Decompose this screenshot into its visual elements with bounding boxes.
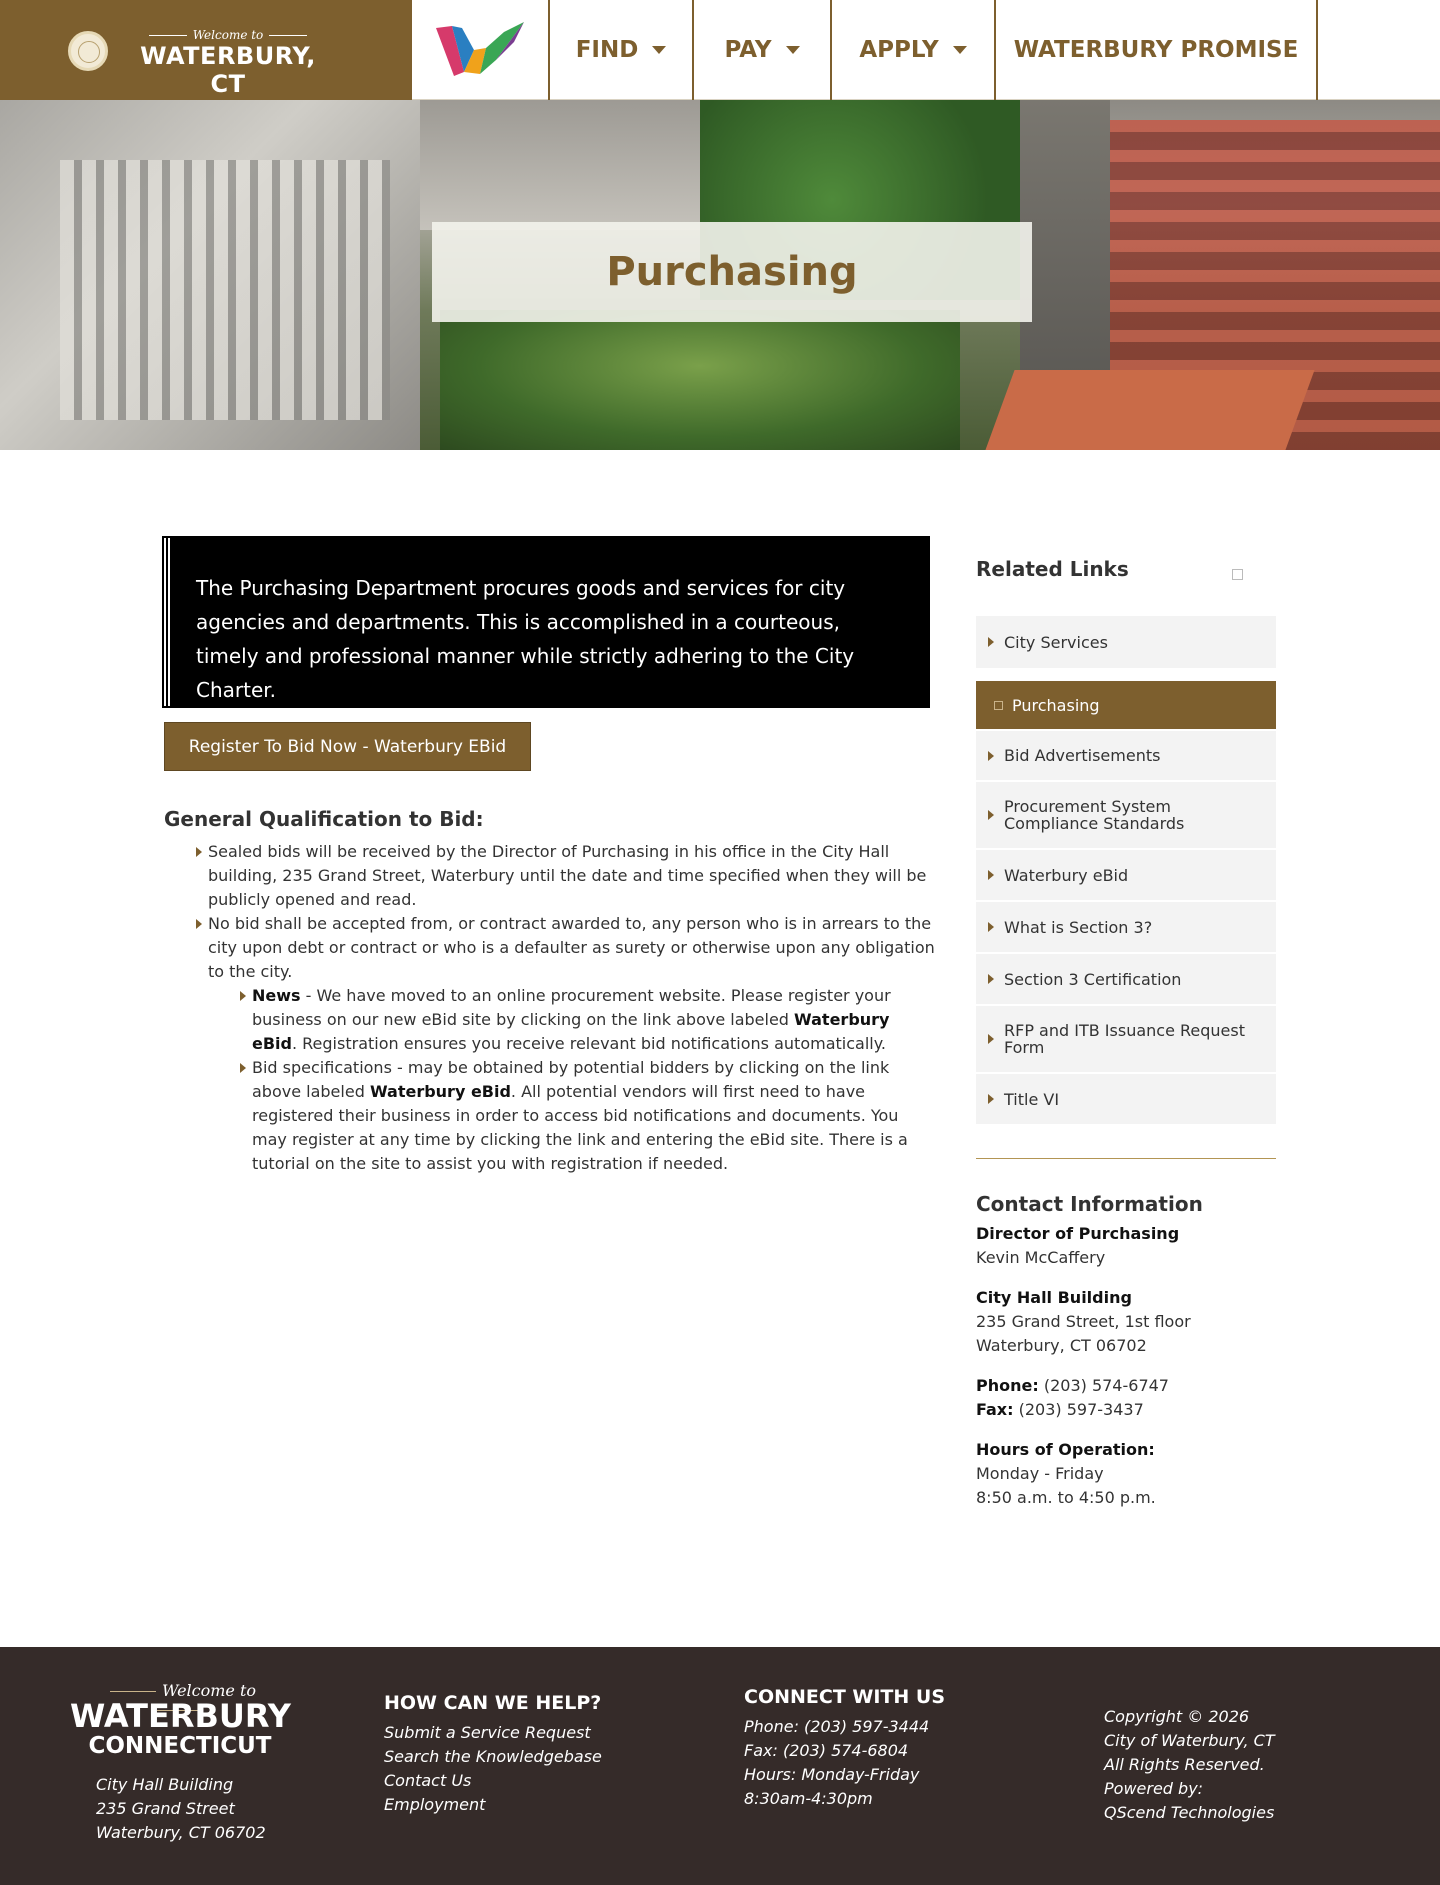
- contact-director: [976, 1222, 1179, 1270]
- contact-address: [976, 1286, 1191, 1358]
- sidebar-item-what-is-section-3[interactable]: [976, 902, 1276, 952]
- contact-heading: Contact Information: [976, 1192, 1203, 1216]
- address-line-2: Waterbury, CT 06702: [976, 1336, 1147, 1355]
- sidebar-item-city-services[interactable]: [976, 616, 1276, 668]
- list-item: [196, 912, 936, 1176]
- hours-time: 8:50 a.m. to 4:50 p.m.: [976, 1488, 1156, 1507]
- sidebar-item-bid-advertisements[interactable]: [976, 731, 1276, 780]
- footer-fax: Fax: (203) 574-6804: [744, 1741, 909, 1760]
- arrow-right-icon: [988, 637, 994, 647]
- sidebar-item-label: RFP and ITB Issuance Request Form: [1004, 1021, 1245, 1057]
- arrow-right-icon: [988, 922, 994, 932]
- caret-down-icon: [953, 46, 967, 54]
- sidebar-item-label: What is Section 3?: [1004, 917, 1153, 937]
- square-icon: [994, 701, 1003, 710]
- copyright-line: Powered by:: [1104, 1779, 1204, 1798]
- qualification-heading: General Qualification to Bid:: [164, 807, 484, 831]
- bidspec-text-end: . All potential vendors will first need to have registered their business in order to access bid notifications and documents. You may register at any time by clicking the link and entering the eBid site. There is a tutorial on the site to assist you with registration if needed.: [252, 1082, 908, 1173]
- footer-welcome: Welcome to: [80, 1681, 280, 1719]
- phone-label: Phone:: [976, 1376, 1039, 1395]
- arrow-right-icon: [988, 870, 994, 880]
- w-mark-icon: [434, 20, 528, 80]
- collapse-toggle-icon[interactable]: [1232, 569, 1243, 580]
- footer-hours-time: 8:30am-4:30pm: [744, 1789, 873, 1808]
- qualification-list: [196, 840, 936, 1176]
- footer-address: [96, 1773, 266, 1845]
- sidebar-item-label: City Services: [1004, 632, 1108, 652]
- register-to-bid-button[interactable]: Register To Bid Now - Waterbury EBid: [164, 722, 531, 771]
- news-text: - We have moved to an online procurement website. Please register your business on our new eBid site by clicking on the link above labeled: [252, 986, 891, 1029]
- sidebar-item-purchasing[interactable]: [976, 681, 1276, 729]
- sidebar-item-label: Section 3 Certification: [1004, 969, 1182, 989]
- sidebar-item-rfp-itb-form[interactable]: [976, 1006, 1276, 1072]
- phone-value: (203) 574-6747: [1038, 1376, 1169, 1395]
- footer-address-line: 235 Grand Street: [96, 1799, 235, 1818]
- contact-hours: [976, 1438, 1156, 1510]
- fax-label: Fax:: [976, 1400, 1014, 1419]
- footer-state: CONNECTICUT: [88, 1733, 272, 1759]
- copyright-line: City of Waterbury, CT: [1104, 1731, 1275, 1750]
- sidebar-item-label: Purchasing: [1012, 695, 1100, 715]
- footer-phone: Phone: (203) 597-3444: [744, 1717, 930, 1736]
- footer-address-line: Waterbury, CT 06702: [96, 1823, 266, 1842]
- hero-green: [440, 310, 960, 450]
- nav-find[interactable]: [550, 0, 694, 100]
- list-item: Sealed bids will be received by the Director of Purchasing in his office in the City Hall building, 235 Grand Street, Waterbury until the date and time specified when they will be publicly opened and read.: [196, 840, 936, 912]
- arrow-right-icon: [988, 974, 994, 984]
- nav-pay-label: PAY: [724, 37, 772, 63]
- news-label: News: [252, 986, 301, 1005]
- related-links-heading: Related Links: [976, 557, 1129, 581]
- footer-link-contact-us[interactable]: Contact Us: [384, 1771, 472, 1790]
- hero-banner: [0, 100, 1440, 450]
- sidebar-item-label: Bid Advertisements: [1004, 746, 1161, 765]
- footer-copyright: [1104, 1705, 1275, 1825]
- footer-connect-info: [744, 1715, 929, 1811]
- ebid-link-text: Waterbury eBid: [369, 1082, 511, 1101]
- brand-logo[interactable]: [0, 0, 412, 100]
- nav-find-label: FIND: [575, 37, 639, 63]
- list-item-news: [240, 984, 936, 1056]
- arrow-right-icon: [988, 751, 994, 761]
- copyright-line: Copyright © 2026: [1104, 1707, 1250, 1726]
- ebid-link-text: Waterbury eBid: [252, 1010, 890, 1053]
- address-line-1: 235 Grand Street, 1st floor: [976, 1312, 1191, 1331]
- arrow-right-icon: [988, 1094, 994, 1104]
- footer-city-name: WATERBURY: [70, 1697, 291, 1735]
- list-item-text: No bid shall be accepted from, or contract awarded to, any person who is in arrears to the city upon debt or contract or who is a defaulter as surety or otherwise upon any obligation to the city.: [208, 914, 935, 981]
- director-label: Director of Purchasing: [976, 1224, 1180, 1243]
- arrow-right-icon: [988, 1034, 994, 1044]
- footer-address-line: City Hall Building: [96, 1775, 234, 1794]
- nav-apply[interactable]: [832, 0, 996, 100]
- hero-building-center: [420, 100, 700, 230]
- arrow-right-icon: [988, 810, 994, 820]
- footer-link-service-request[interactable]: Submit a Service Request: [384, 1723, 591, 1742]
- sidebar-item-waterbury-ebid[interactable]: [976, 850, 1276, 900]
- nav-promise-label: WATERBURY PROMISE: [1013, 37, 1299, 63]
- bidspec-text: Bid specifications - may be obtained by potential bidders by clicking on the link above labeled: [252, 1058, 890, 1101]
- hero-title-box: [432, 222, 1032, 322]
- footer-link-employment[interactable]: Employment: [384, 1795, 486, 1814]
- brand-city-name: WATERBURY, CT: [140, 42, 316, 98]
- copyright-line: All Rights Reserved.: [1104, 1755, 1265, 1774]
- footer-hours: Hours: Monday-Friday: [744, 1765, 920, 1784]
- list-item-bid-specs: [240, 1056, 936, 1176]
- page-title: Purchasing: [606, 249, 858, 295]
- nav-apply-label: APPLY: [859, 37, 939, 63]
- nav-waterbury-promise[interactable]: [996, 0, 1318, 100]
- caret-down-icon: [786, 46, 800, 54]
- intro-text: The Purchasing Department procures goods and services for city agencies and departments. This is accomplished in a courteous, timely and professional manner while strictly adhering to the City Charter.: [196, 576, 855, 702]
- site-footer: [0, 1647, 1440, 1885]
- sidebar-item-section-3-certification[interactable]: [976, 954, 1276, 1004]
- news-text-end: . Registration ensures you receive relevant bid notifications automatically.: [291, 1034, 886, 1053]
- sidebar-item-title-vi[interactable]: [976, 1074, 1276, 1124]
- building-label: City Hall Building: [976, 1288, 1132, 1307]
- footer-help-links: [384, 1721, 602, 1817]
- hero-building-windows: [60, 160, 390, 420]
- footer-connect-heading: CONNECT WITH US: [744, 1686, 946, 1708]
- sidebar-item-label: Waterbury eBid: [1004, 865, 1129, 885]
- city-seal-icon: [68, 31, 108, 71]
- sidebar-item-label: Title VI: [1004, 1089, 1060, 1109]
- director-name: Kevin McCaffery: [976, 1248, 1106, 1267]
- hours-days: Monday - Friday: [976, 1464, 1104, 1483]
- waterbury-w-logo[interactable]: [412, 0, 550, 100]
- site-header: [0, 0, 1440, 100]
- fax-value: (203) 597-3437: [1013, 1400, 1144, 1419]
- sidebar-item-procurement-standards[interactable]: [976, 782, 1276, 848]
- nav-pay[interactable]: [694, 0, 832, 100]
- contact-phone-fax: [976, 1374, 1169, 1422]
- sidebar-item-label: Procurement System Compliance Standards: [1004, 797, 1185, 833]
- footer-link-qscend[interactable]: QScend Technologies: [1104, 1803, 1275, 1822]
- brand-welcome: Welcome to: [128, 28, 328, 42]
- caret-down-icon: [652, 46, 666, 54]
- footer-link-knowledgebase[interactable]: Search the Knowledgebase: [384, 1747, 602, 1766]
- footer-help-heading: HOW CAN WE HELP?: [384, 1692, 602, 1714]
- hero-roof: [985, 370, 1314, 450]
- hours-label: Hours of Operation:: [976, 1440, 1155, 1459]
- sidebar-divider: [976, 1158, 1276, 1159]
- sub-list: [240, 984, 936, 1176]
